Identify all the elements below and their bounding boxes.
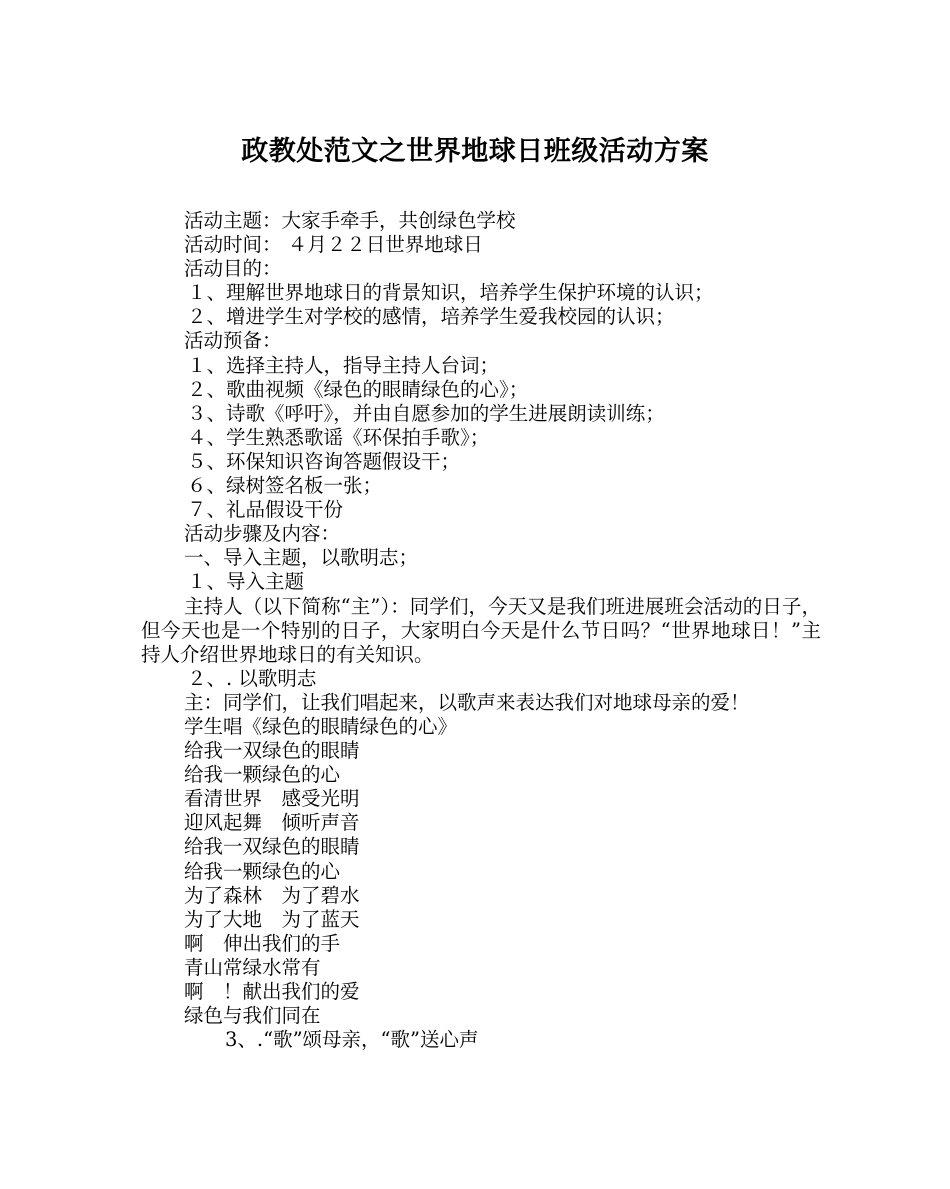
preparation-item-2: ２、歌曲视频《绿色的眼睛绿色的心》； (187, 377, 529, 401)
preparation-item-4: ４、学生熟悉歌谣《环保拍手歌》； (187, 425, 490, 449)
lyric-line: 迎风起舞 倾听声音 (184, 811, 360, 835)
activity-theme-line: 活动主题：大家手牵手，共创绿色学校 (184, 209, 516, 232)
preparation-item-6: ６、绿树签名板一张； (187, 474, 383, 498)
activity-purpose-heading: 活动目的： (184, 257, 282, 281)
activity-steps-heading: 活动步骤及内容： (184, 522, 341, 546)
document-title: 政教处范文之世界地球日班级活动方案 (241, 136, 709, 167)
preparation-item-5: ５、环保知识咨询答题假设干； (187, 449, 461, 473)
purpose-item-2: ２、增进学生对学校的感情，培养学生爱我校园的认识； (187, 305, 675, 329)
activity-time-line: 活动时间： ４月２２日世界地球日 (184, 233, 483, 257)
lyric-line: 给我一双绿色的眼睛 (184, 739, 360, 763)
purpose-item-1: １、理解世界地球日的背景知识，培养学生保护环境的认识； (187, 281, 714, 305)
lyric-line: 给我一颗绿色的心 (184, 763, 341, 787)
document-body (141, 209, 821, 1052)
lyric-line: 青山常绿水常有 (184, 955, 321, 979)
students-sing-line: 学生唱《绿色的眼睛绿色的心》 (184, 714, 458, 738)
lyric-line: 为了森林 为了碧水 (184, 883, 360, 907)
lyric-line: 绿色与我们同在 (184, 1004, 321, 1028)
lyric-line: 啊 伸出我们的手 (184, 931, 341, 955)
host-song-line: 主：同学们，让我们唱起来，以歌声来表达我们对地球母亲的爱！ (184, 690, 750, 714)
lyric-line: 看清世界 感受光明 (184, 787, 360, 811)
step-one-sub-1: １、导入主题 (187, 570, 305, 594)
preparation-item-3: ３、诗歌《呼吁》，并由自愿参加的学生进展朗读训练； (187, 401, 665, 425)
preparation-item-1: １、选择主持人，指导主持人台词； (187, 353, 500, 377)
lyric-line: 啊 ！献出我们的爱 (184, 980, 360, 1003)
preparation-item-7: ７、礼品假设干份 (187, 498, 344, 522)
step-one-sub-3: 3、.“歌”颂母亲，“歌”送心声 (225, 1028, 479, 1052)
lyric-line: 给我一颗绿色的心 (184, 859, 341, 883)
lyric-line: 给我一双绿色的眼睛 (184, 835, 360, 859)
activity-preparation-heading: 活动预备： (184, 329, 282, 353)
step-one-sub-2: ２、. 以歌明志 (187, 666, 317, 690)
step-one-heading: 一、导入主题，以歌明志； (184, 546, 419, 570)
host-intro-paragraph: 主持人（以下简称“主”）：同学们，今天又是我们班进展班会活动的日子，但今天也是一个特别的日子，大家明白今天是什么节日吗？“世界地球日！”主持人介绍世界地球日的有关知识。 (141, 594, 821, 666)
lyric-line: 为了大地 为了蓝天 (184, 907, 360, 931)
